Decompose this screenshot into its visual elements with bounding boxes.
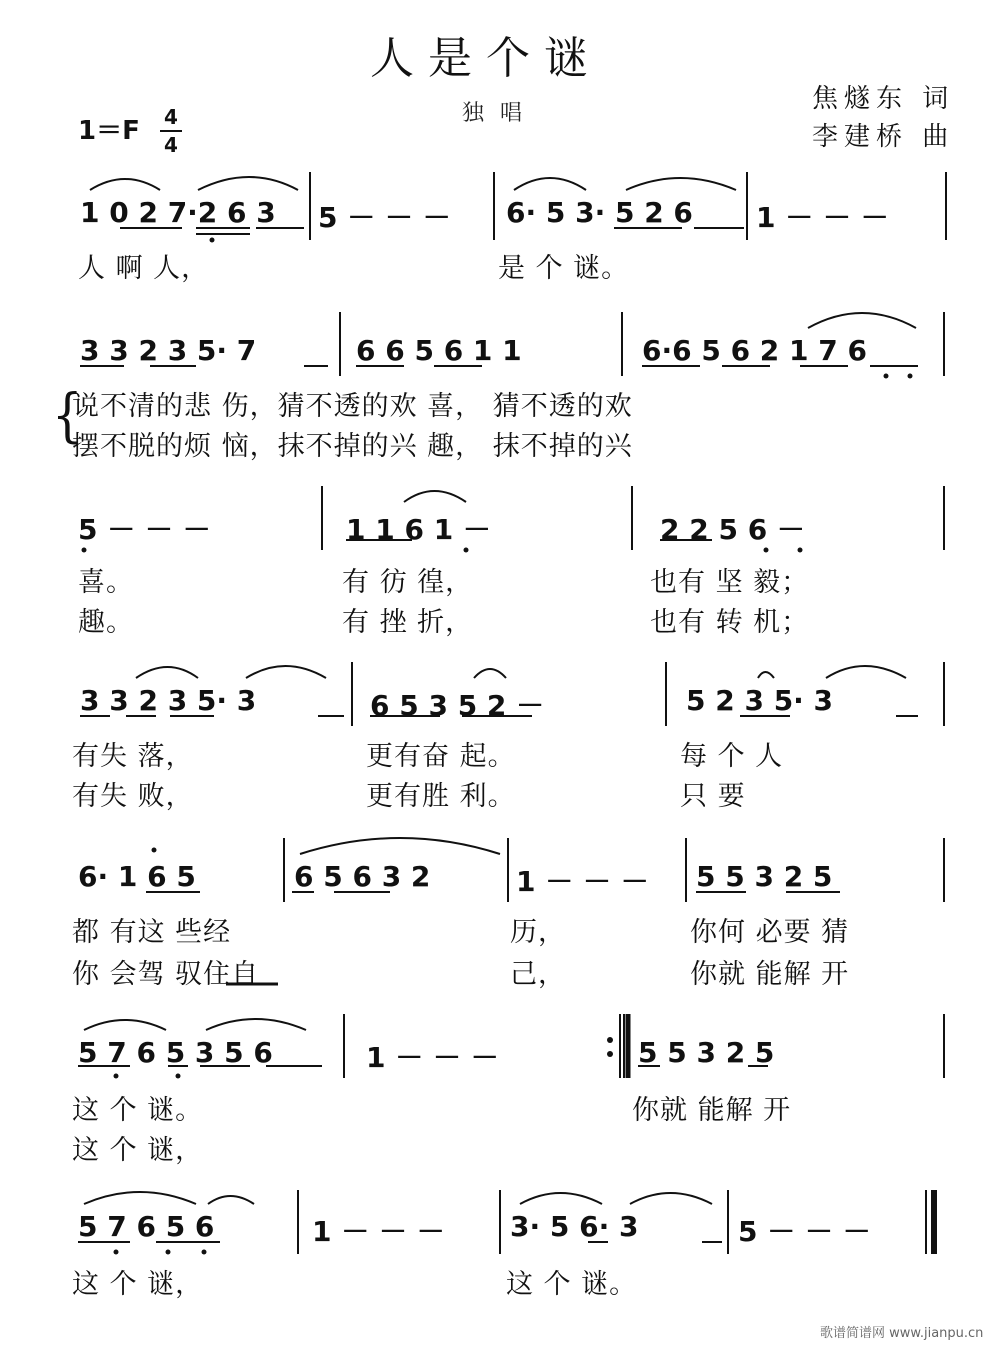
lyricist-credit: 焦燧东 词 (812, 84, 955, 114)
lyrics-s3-v1-c: 也有 坚 毅； (650, 567, 810, 598)
lyrics-s5-v2-b: 己， (510, 959, 566, 990)
lyrics-s4-v1-a: 有失 落， (72, 741, 194, 772)
verse-brace: { (52, 382, 83, 450)
notes-s5-m1: 6· 1 6 5 (78, 860, 196, 893)
notes-s1-m2: 5 － － － (318, 201, 451, 234)
lyrics-s1-a: 人 啊 人， (78, 253, 210, 284)
lyrics-s3-v2-b: 有 挫 折， (342, 607, 474, 638)
lyrics-s4-v2-a: 有失 败， (72, 781, 194, 812)
lyrics-s3-v2-a: 趣。 (78, 607, 134, 638)
final-bar (926, 1190, 934, 1254)
notes-s6-m1: 5 7 6 5 3 5 6 (78, 1036, 273, 1069)
lyrics-s6-v2-a: 这 个 谜， (72, 1135, 204, 1166)
notes-s6-m2: 1 － － － (366, 1041, 499, 1074)
notes-s1-m4: 1 － － － (756, 201, 889, 234)
notes-s3-m2: 1 1 6 1 － (346, 513, 491, 546)
octave-dots (82, 238, 913, 1255)
lyrics-s4-v2-b: 更有胜 利。 (366, 781, 516, 812)
lyrics-s1-b: 是 个 谜。 (498, 253, 630, 284)
notes-s6-m3: 5 5 3 2 5 (638, 1036, 775, 1069)
notes-s4-m1: 3 3 2 3 5· 3 (80, 684, 257, 717)
time-signature-bottom: 4 (164, 133, 178, 157)
lyrics-s3-v1-a: 喜。 (78, 567, 134, 598)
lyrics-s5-v1-a: 都 有这 些经 (72, 917, 232, 948)
lyrics-s7-b: 这 个 谜。 (506, 1269, 638, 1300)
lyrics-s4-v1-c: 每 个 人 (680, 741, 784, 772)
notes-s2-m1: 3 3 2 3 5· 7 (80, 334, 257, 367)
beam-underlines (78, 228, 918, 1242)
lyrics-s2-v1: 说不清的悲 伤，猜不透的欢 喜， 猜不透的欢 (72, 391, 633, 422)
lyrics-s5-v1-c: 你何 必要 猜 (690, 917, 850, 948)
composer-credit: 李建桥 曲 (812, 122, 955, 152)
notes-s5-m3: 1 － － － (516, 865, 649, 898)
notes-s4-m3: 5 2 3 5· 3 (686, 684, 834, 717)
notes-s4-m2: 6 5 3 5 2 － (370, 689, 545, 722)
notes-s2-m2: 6 6 5 6 1 1 (356, 334, 522, 367)
performance-type: 独唱 (462, 101, 539, 126)
lyrics-s6-v1-b: 你就 能解 开 (632, 1095, 792, 1126)
lyrics-s3-v2-c: 也有 转 机； (650, 607, 810, 638)
watermark: 歌谱简谱网 www.jianpu.cn (820, 1326, 984, 1341)
key-signature: 1＝F (78, 116, 140, 146)
lyrics-s7-a: 这 个 谜， (72, 1269, 204, 1300)
notes-s7-m3: 3· 5 6· 3 (510, 1210, 639, 1243)
lyrics-s6-v1-a: 这 个 谜。 (72, 1095, 204, 1126)
slurs (84, 177, 916, 1204)
lyrics-s5-v1-b: 历， (510, 917, 566, 948)
notes-s7-m2: 1 － － － (312, 1215, 445, 1248)
lyrics-s5-v2-c: 你就 能解 开 (690, 959, 850, 990)
lyrics-s4-v2-c: 只 要 (680, 781, 746, 812)
notes-s7-m4: 5 － － － (738, 1215, 871, 1248)
notes-s3-m3: 2 2 5 6 － (660, 513, 805, 546)
notes-s3-m1: 5 － － － (78, 513, 211, 546)
bar-lines (284, 172, 946, 1254)
notes-s1-m3: 6· 5 3· 5 2 6 (506, 196, 693, 229)
notes-s7-m1: 5 7 6 5 6 (78, 1210, 215, 1243)
notes-s1-m1: 1 0 2 7·2 6 3 (80, 196, 276, 229)
notes-s5-m4: 5 5 3 2 5 (696, 860, 833, 893)
time-signature-top: 4 (160, 104, 182, 132)
lyrics-s4-v1-b: 更有奋 起。 (366, 741, 516, 772)
notes-s2-m3: 6·6 5 6 2 1 7 6 (642, 334, 867, 367)
lyrics-s2-v2: 摆不脱的烦 恼，抹不掉的兴 趣， 抹不掉的兴 (72, 431, 633, 462)
lyrics-s3-v1-b: 有 彷 徨， (342, 567, 474, 598)
notes-s5-m2: 6 5 6 3 2 (294, 860, 431, 893)
lyrics-s5-v2-a: 你 会驾 驭住自 (72, 959, 260, 990)
song-title: 人是个谜 (370, 33, 602, 84)
